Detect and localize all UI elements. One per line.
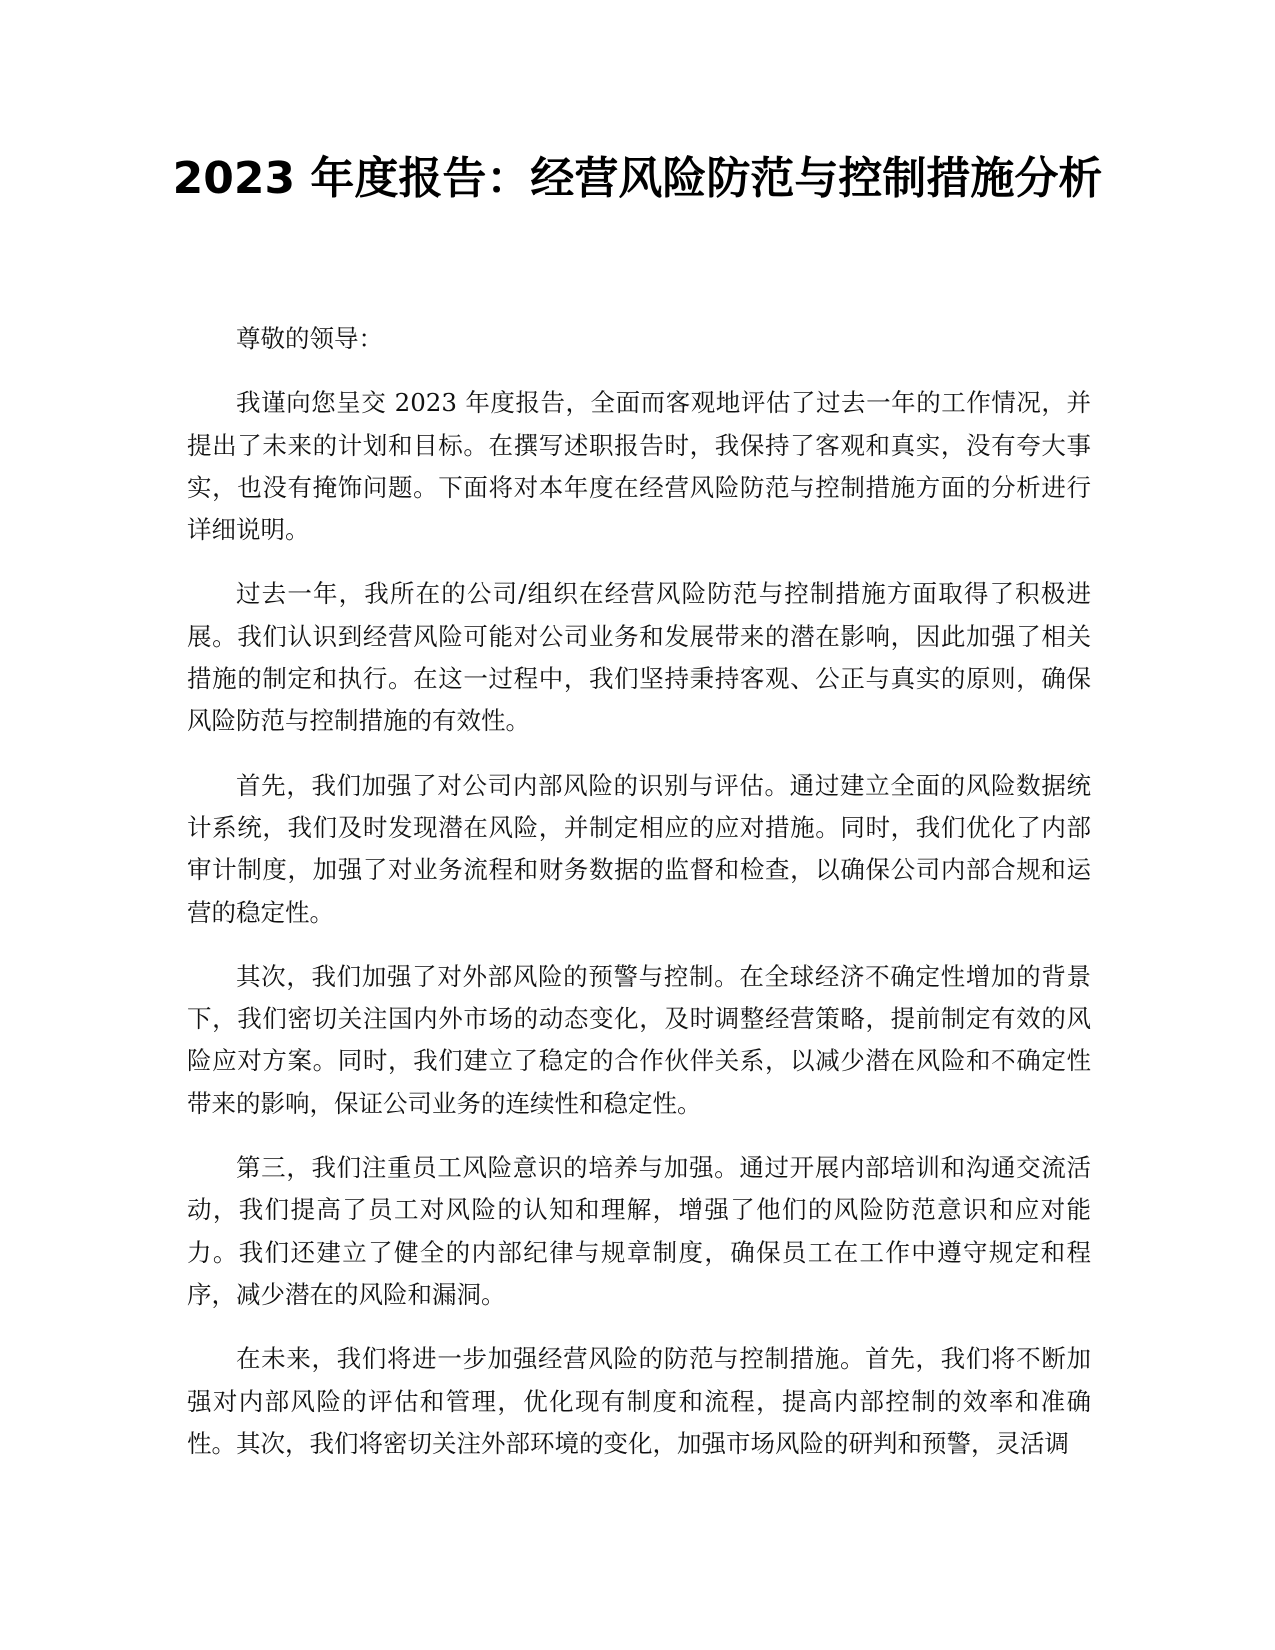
salutation: 尊敬的领导： [236,324,383,353]
paragraph-staff-awareness: 第三，我们注重员工风险意识的培养与加强。通过开展内部培训和沟通交流活动，我们提高了员工对风险的认知和理解，增强了他们的风险防范意识和应对能力。我们还建立了健全的内部纪律与规章制度，确保员工在工作中遵守规定和程序，减少潜在的风险和漏洞。 [187,1153,1091,1309]
document-body [187,318,1091,1487]
paragraph-progress: 过去一年，我所在的公司/组织在经营风险防范与控制措施方面取得了积极进展。我们认识到经营风险可能对公司业务和发展带来的潜在影响，因此加强了相关措施的制定和执行。在这一过程中，我们坚持秉持客观、公正与真实的原则，确保风险防范与控制措施的有效性。 [187,579,1091,736]
document-title: 2023 年度报告：经营风险防范与控制措施分析 [172,153,1103,204]
paragraph-external-risk: 其次，我们加强了对外部风险的预警与控制。在全球经济不确定性增加的背景下，我们密切关注国内外市场的动态变化，及时调整经营策略，提前制定有效的风险应对方案。同时，我们建立了稳定的合作伙伴关系，以减少潜在风险和不确定性带来的影响，保证公司业务的连续性和稳定性。 [187,961,1091,1118]
paragraph-internal-risk: 首先，我们加强了对公司内部风险的识别与评估。通过建立全面的风险数据统计系统，我们及时发现潜在风险，并制定相应的应对措施。同时，我们优化了内部审计制度，加强了对业务流程和财务数据的监督和检查，以确保公司内部合规和运营的稳定性。 [187,770,1091,927]
paragraph-intro: 我谨向您呈交 2023 年度报告，全面而客观地评估了过去一年的工作情况，并提出了未来的计划和目标。在撰写述职报告时，我保持了客观和真实，没有夸大事实，也没有掩饰问题。下面将对本年度在经营风险防范与控制措施方面的分析进行详细说明。 [187,388,1091,545]
paragraph-future-plans: 在未来，我们将进一步加强经营风险的防范与控制措施。首先，我们将不断加强对内部风险的评估和管理，优化现有制度和流程，提高内部控制的效率和准确性。其次，我们将密切关注外部环境的变化，加强市场风险的研判和预警，灵活调 [187,1344,1091,1458]
